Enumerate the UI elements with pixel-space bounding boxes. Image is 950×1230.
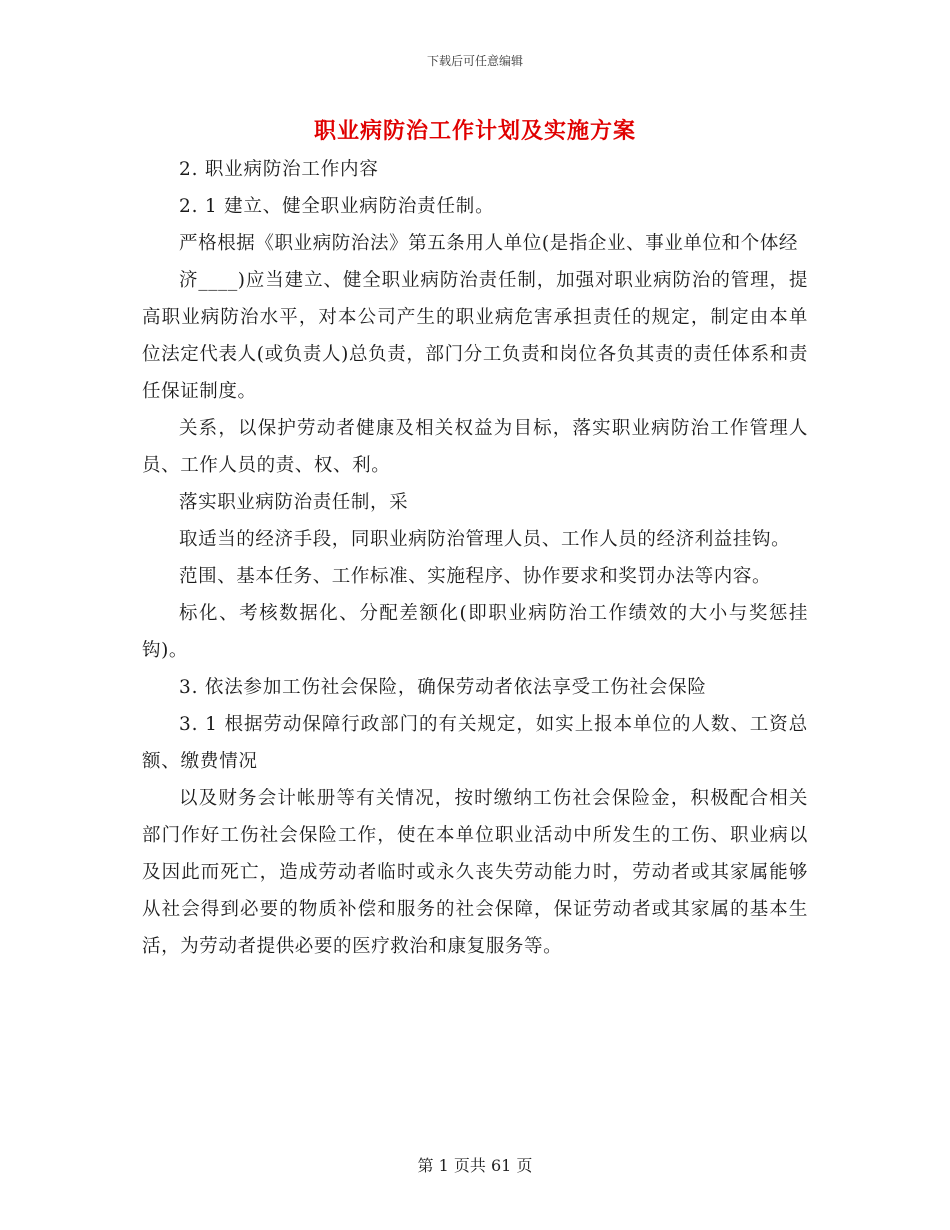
paragraph: 标化、考核数据化、分配差额化(即职业病防治工作绩效的大小与奖惩挂钩)。 [142,603,808,661]
page-number: 第 1 页共 61 页 [417,1156,533,1175]
document-title: 职业病防治工作计划及实施方案 [313,118,636,144]
paragraph: 以及财务会计帐册等有关情况，按时缴纳工伤社会保险金，积极配合相关部门作好工伤社会保险工作，使在本单位职业活动中所发生的工伤、职业病以及因此而死亡，造成劳动者临时或永久丧失劳动能力时，劳动者或其家属能够从社会得到必要的物质补偿和服务的社会保障，保证劳动者或其家属的基本生活，为劳动者提供必要的医疗救治和康复服务等。 [142,788,808,957]
paragraph: 关系，以保护劳动者健康及相关权益为目标，落实职业病防治工作管理人员、工作人员的责、权、利。 [142,418,808,476]
section-heading-3: 3. 依法参加工伤社会保险，确保劳动者依法享受工伤社会保险 [179,677,707,698]
document-body [142,151,808,965]
section-heading-2: 2. 职业病防治工作内容 [179,159,379,180]
paragraph: 范围、基本任务、工作标准、实施程序、协作要求和奖罚办法等内容。 [179,566,772,587]
paragraph: 济____)应当建立、健全职业病防治责任制，加强对职业病防治的管理，提高职业病防治水平，对本公司产生的职业病危害承担责任的规定，制定由本单位法定代表人(或负责人)总负责，部门分工负责和岗位各负其责的责任体系和责任保证制度。 [142,270,808,402]
paragraph: 取适当的经济手段，同职业病防治管理人员、工作人员的经济利益挂钩。 [179,529,791,550]
paragraph: 落实职业病防治责任制，采 [179,492,409,513]
section-heading-3-1: 3. 1 根据劳动保障行政部门的有关规定，如实上报本单位的人数、工资总额、缴费情况 [142,714,808,772]
paragraph: 严格根据《职业病防治法》第五条用人单位(是指企业、事业单位和个体经 [179,233,799,254]
section-heading-2-1: 2. 1 建立、健全职业病防治责任制。 [179,196,495,217]
page-header-note: 下载后可任意编辑 [426,54,523,68]
